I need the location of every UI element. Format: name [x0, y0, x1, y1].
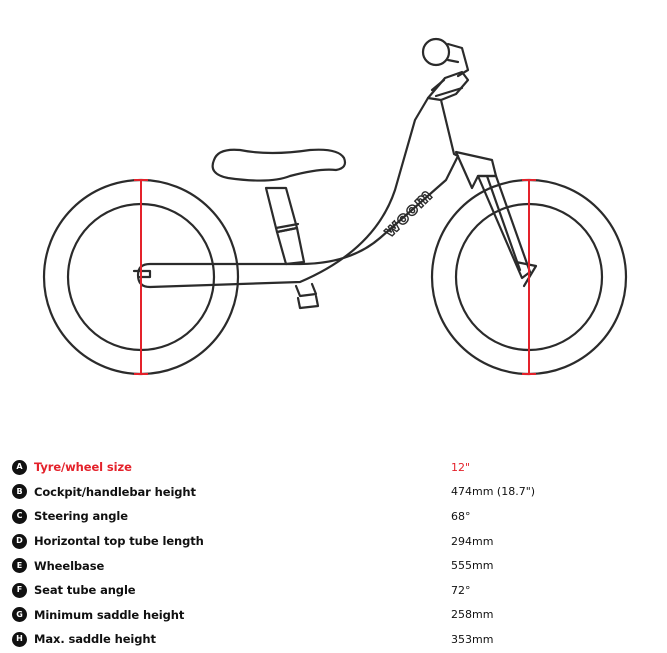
spec-letter-badge: A: [12, 460, 27, 475]
spec-row: [12, 504, 652, 529]
spec-table: [12, 455, 652, 652]
spec-letter-badge: F: [12, 583, 27, 598]
spec-value: 72°: [451, 583, 471, 597]
spec-value: 12": [451, 460, 471, 474]
spec-label: Horizontal top tube length: [34, 534, 204, 549]
spec-row: [12, 578, 652, 603]
spec-letter-badge: H: [12, 632, 27, 647]
frame-main-tube: [138, 98, 458, 287]
spec-letter-badge: G: [12, 607, 27, 622]
spec-value: 474mm (18.7"): [451, 485, 536, 499]
brand-logo: woom: [379, 184, 438, 242]
saddle: [213, 150, 345, 181]
spec-value: 68°: [451, 509, 471, 523]
spec-label: Steering angle: [34, 509, 128, 524]
spec-row: [12, 455, 652, 480]
spec-value: 353mm: [451, 632, 494, 646]
spec-label: Wheelbase: [34, 558, 105, 573]
spec-label: Cockpit/handlebar height: [34, 484, 196, 499]
spec-letter-badge: C: [12, 509, 27, 524]
spec-label: Minimum saddle height: [34, 607, 185, 622]
handlebar-grip: [423, 39, 468, 76]
seat-post: [266, 188, 304, 264]
front-fork: [456, 152, 536, 286]
spec-value: 258mm: [451, 608, 494, 622]
stem: [428, 72, 468, 100]
spec-row: [12, 529, 652, 554]
spec-letter-badge: B: [12, 484, 27, 499]
spec-row: [12, 553, 652, 578]
spec-row: [12, 627, 652, 652]
spec-label: Seat tube angle: [34, 583, 136, 598]
spec-label: Tyre/wheel size: [34, 460, 132, 475]
spec-letter-badge: E: [12, 558, 27, 573]
spec-value: 294mm: [451, 534, 494, 548]
footrest: [296, 284, 318, 308]
spec-letter-badge: D: [12, 534, 27, 549]
spec-row: [12, 480, 652, 505]
spec-value: 555mm: [451, 559, 494, 573]
spec-label: Max. saddle height: [34, 632, 156, 647]
spec-row: [12, 603, 652, 628]
